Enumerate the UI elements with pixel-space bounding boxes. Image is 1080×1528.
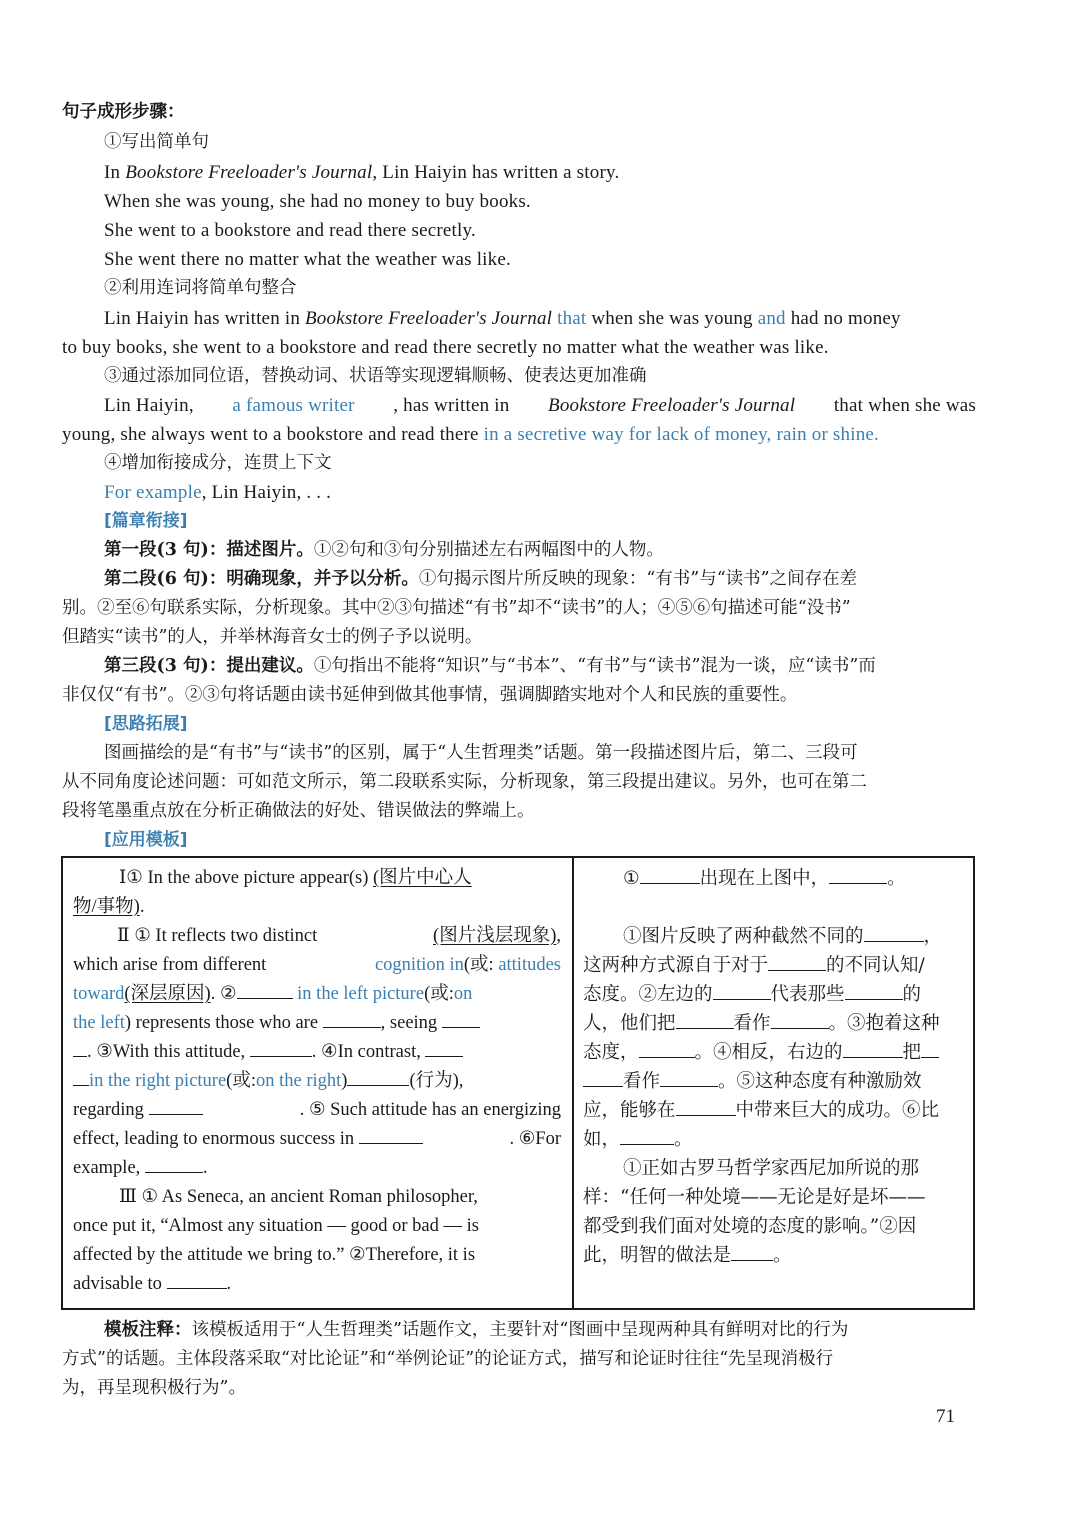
en-row-2: 物/事物). (73, 897, 145, 917)
step1-label: ①写出简单句 (104, 132, 209, 152)
en-row-12: Ⅲ ① As Seneca, an ancient Roman philosopher, (119, 1187, 478, 1207)
step3-sentence-line2: young, she always went to a bookstore and read there in a secretive way for lack of money, rain or shine. (62, 424, 879, 445)
passage-heading: [篇章衔接] (104, 511, 188, 531)
zh-row-9: 应，能够在 中带来巨大的成功。⑥比 (583, 1096, 965, 1125)
step1-sentence-b: When she was young, she had no money to buy books. (104, 191, 531, 212)
passage-para2-line2: 别。②至⑥句联系实际，分析现象。其中②③句描述“有书”却不“读书”的人；④⑤⑥句描述可能“没书” (62, 598, 851, 618)
thinking-heading: [思路拓展] (104, 714, 188, 734)
en-row-4: which arise from different cognition in(或: attitudes (73, 955, 561, 975)
step2-label: ②利用连词将简单句整合 (104, 278, 297, 298)
passage-para1: 第一段(3 句)：描述图片。①②句和③句分别描述左右两幅图中的人物。 (104, 540, 664, 560)
note-line2: 方式”的话题。主体段落采取“对比论证”和“举例论证”的论证方式，描写和论证时往往“先呈现消极行 (62, 1349, 834, 1369)
step1-sentence-d: She went there no matter what the weather was like. (104, 249, 511, 270)
zh-row-14: 此，明智的做法是 。 (583, 1241, 965, 1270)
step2-sentence-line2: to buy books, she went to a bookstore and read there secretly no matter what the weather was like. (62, 337, 829, 358)
step3-sentence-line1: Lin Haiyin, a famous writer , has written in Bookstore Freeloader's Journal that when she was (104, 395, 976, 416)
en-row-11: example, . (73, 1154, 561, 1183)
template-table (61, 856, 975, 1310)
zh-row-7: 态度， 。④相反，右边的 把 (583, 1038, 965, 1067)
step3-label: ③通过添加同位语，替换动词、状语等实现逻辑顺畅、使表达更加准确 (104, 366, 647, 386)
steps-heading: 句子成形步骤： (62, 102, 185, 122)
zh-row-11: ①正如古罗马哲学家西尼加所说的那 (623, 1158, 920, 1179)
note-line3: 为，再呈现积极行为”。 (62, 1378, 246, 1398)
step2-sentence-line1: Lin Haiyin has written in Bookstore Freeloader's Journal that when she was young and had no money (104, 308, 901, 329)
en-row-6: the left) represents those who are , seeing (73, 1009, 561, 1038)
note-line1: 模板注释：该模板适用于“人生哲理类”话题作文，主要针对“图画中呈现两种具有鲜明对比的行为 (104, 1320, 849, 1340)
thinking-line3: 段将笔墨重点放在分析正确做法的好处、错误做法的弊端上。 (62, 801, 535, 821)
passage-para2-line3: 但踏实“读书”的人，并举林海音女士的例子予以说明。 (62, 627, 483, 647)
zh-row-6: 人，他们把 看作 。③抱着这种 (583, 1009, 965, 1038)
zh-row-1: ① 出现在上图中， 。 (583, 864, 965, 893)
thinking-line2: 从不同角度论述问题：可如范文所示，第二段联系实际，分析现象，第三段提出建议。另外，也可在第二 (62, 772, 867, 792)
template-english-cell (73, 864, 561, 1299)
step1-sentence-a: In Bookstore Freeloader's Journal, Lin Haiyin has written a story. (104, 162, 620, 183)
step4-sentence: For example, Lin Haiyin, . . . (104, 482, 332, 503)
en-row-10: effect, leading to enormous success in . ⑥For (73, 1125, 561, 1154)
en-row-15: advisable to . (73, 1270, 561, 1299)
en-row-9: regarding . ⑤ Such attitude has an energizing (73, 1096, 561, 1125)
passage-para3-line2: 非仅仅“有书”。②③句将话题由读书延伸到做其他事情，强调脚踏实地对个人和民族的重要性。 (62, 685, 798, 705)
passage-para2-line1: 第二段(6 句)：明确现象，并予以分析。①句揭示图片所反映的现象：“有书”与“读书”之间存在差 (104, 569, 858, 589)
en-row-1: Ⅰ① In the above picture appear(s) (图片中心人 (119, 868, 472, 888)
table-divider (572, 858, 574, 1308)
template-chinese-cell (583, 864, 965, 1270)
en-row-13: once put it, “Almost any situation — good or bad — is (73, 1216, 479, 1236)
passage-para3-line1: 第三段(3 句)：提出建议。①句指出不能将“知识”与“书本”、“有书”与“读书”混为一谈，应“读书”而 (104, 656, 876, 676)
zh-row-12: 样：“任何一种处境——无论是好是坏—— (583, 1187, 926, 1208)
zh-row-2 (583, 893, 965, 922)
en-row-7: . ③With this attitude, . ④In contrast, (73, 1038, 561, 1067)
zh-row-13: 都受到我们面对处境的态度的影响。”②因 (583, 1216, 917, 1237)
thinking-line1: 图画描绘的是“有书”与“读书”的区别，属于“人生哲理类”话题。第一段描述图片后，第二、三段可 (104, 743, 858, 763)
en-row-8: in the right picture(或:on the right) (行为), (73, 1067, 561, 1096)
step1-sentence-c: She went to a bookstore and read there secretly. (104, 220, 476, 241)
zh-row-8: 看作 。⑤这种态度有种激励效 (583, 1067, 965, 1096)
zh-row-3: ①图片反映了两种截然不同的 ， (583, 922, 965, 951)
step4-label: ④增加衔接成分，连贯上下文 (104, 453, 332, 473)
template-heading: [应用模板] (104, 830, 188, 850)
en-row-14: affected by the attitude we bring to.” ②Therefore, it is (73, 1245, 476, 1265)
zh-row-4: 这两种方式源自于对于 的不同认知/ (583, 951, 965, 980)
zh-row-5: 态度。②左边的 代表那些 的 (583, 980, 965, 1009)
zh-row-10: 如， 。 (583, 1125, 965, 1154)
en-row-3: Ⅱ ① It reflects two distinct (图片浅层现象), (117, 926, 561, 946)
page-number: 71 (936, 1406, 955, 1427)
en-row-5: toward(深层原因). ② in the left picture(或:on (73, 980, 561, 1009)
